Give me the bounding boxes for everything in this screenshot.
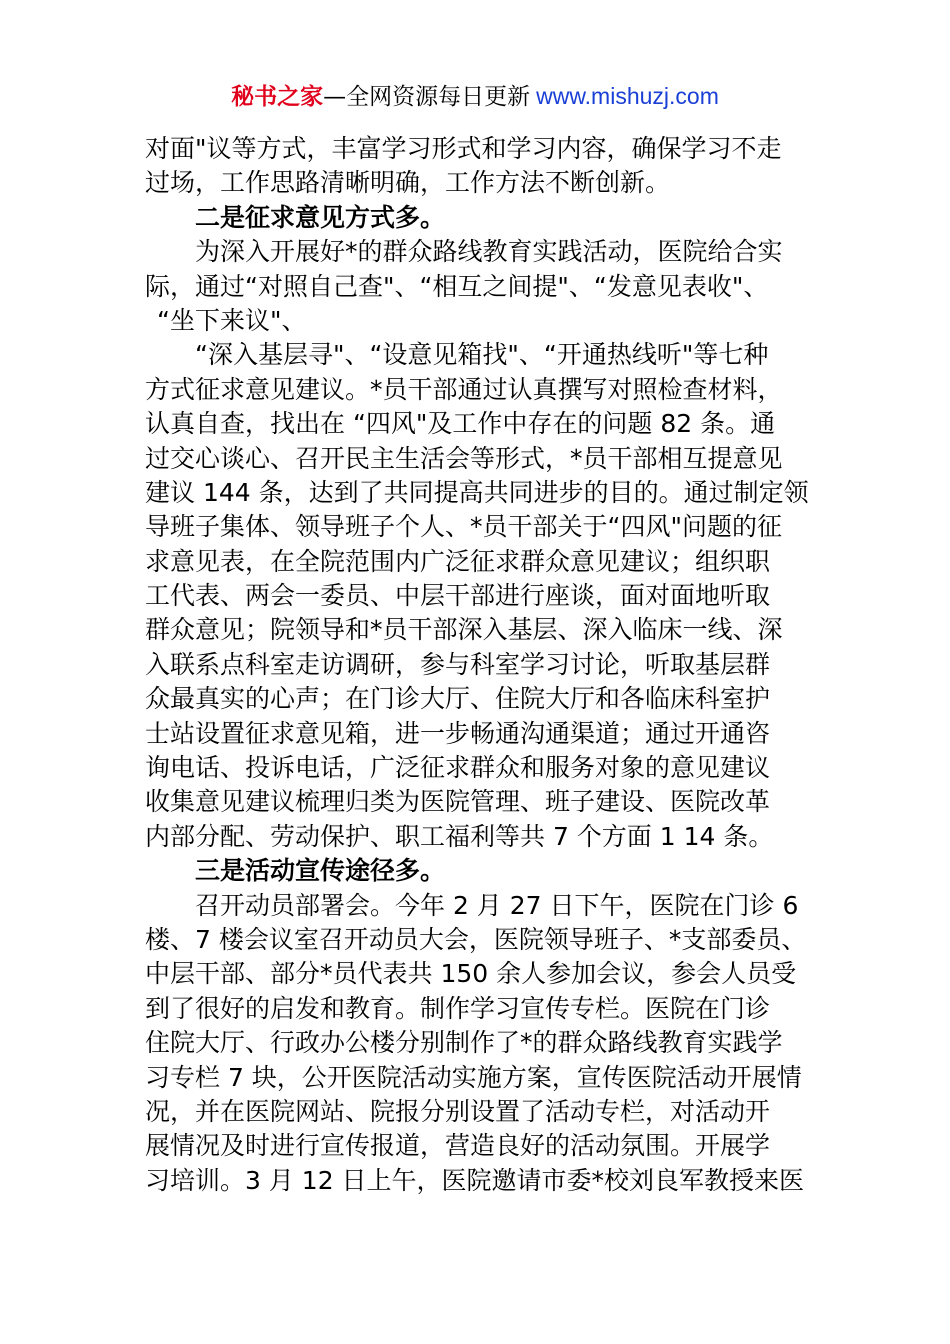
text-line: 楼、7 楼会议室召开动员大会，医院领导班子、*支部委员、: [145, 924, 807, 954]
text-line: 展情况及时进行宣传报道，营造良好的活动氛围。开展学: [145, 1131, 771, 1161]
header-tagline: —全网资源每日更新: [323, 84, 531, 110]
text-line: 为深入开展好*的群众路线教育实践活动，医院给合实: [195, 237, 783, 267]
text-line: 况，并在医院网站、院报分别设置了活动专栏，对活动开: [145, 1096, 771, 1126]
text-line: 收集意见建议梳理归类为医院管理、班子建设、医院改革: [145, 787, 771, 817]
site-header: [0, 80, 950, 113]
text-line: 际，通过“对照自己查"、“相互之间提"、“发意见表收"、: [145, 271, 769, 301]
text-line: 认真自查，找出在 “四风"及工作中存在的问题 82 条。通: [145, 409, 776, 439]
text-line: 方式征求意见建议。*员干部通过认真撰写对照检查材料，: [145, 374, 783, 404]
text-line: 召开动员部署会。今年 2 月 27 日下午，医院在门诊 6: [195, 890, 799, 920]
text-line: 群众意见；院领导和*员干部深入基层、深入临床一线、深: [145, 615, 783, 645]
text-line: “坐下来议"、: [157, 305, 307, 335]
text-line: 士站设置征求意见箱，进一步畅通沟通渠道；通过开通咨: [145, 718, 771, 748]
text-line: 过交心谈心、召开民主生活会等形式，*员干部相互提意见: [145, 443, 783, 473]
text-line: 求意见表，在全院范围内广泛征求群众意见建议；组织职: [145, 546, 771, 576]
section-heading: 二是征求意见方式多。: [195, 202, 446, 232]
brand-name: 秘书之家: [231, 84, 324, 110]
text-line: 导班子集体、领导班子个人、*员干部关于“四风"问题的征: [145, 512, 782, 542]
text-line: 建议 144 条，达到了共同提高共同进步的目的。通过制定领: [145, 477, 809, 507]
text-line: 住院大厅、行政办公楼分别制作了*的群众路线教育实践学: [145, 1028, 783, 1058]
text-line: “深入基层寻"、“设意见箱找"、“开通热线听"等七种: [195, 340, 769, 370]
text-line: 习专栏 7 块，公开医院活动实施方案，宣传医院活动开展情: [145, 1062, 802, 1092]
text-line: 过场，工作思路清晰明确，工作方法不断创新。: [145, 168, 671, 198]
text-line: 内部分配、劳动保护、职工福利等共 7 个方面 1 14 条。: [145, 821, 774, 851]
text-line: 询电话、投诉电话，广泛征求群众和服务对象的意见建议: [145, 753, 771, 783]
text-line: 工代表、两会一委员、中层干部进行座谈，面对面地听取: [145, 581, 771, 611]
text-line: 众最真实的心声；在门诊大厅、住院大厅和各临床科室护: [145, 684, 771, 714]
text-line: 入联系点科室走访调研，参与科室学习讨论，听取基层群: [145, 649, 771, 679]
site-url[interactable]: www.mishuzj.com: [536, 83, 719, 109]
section-heading: 三是活动宣传途径多。: [195, 856, 446, 886]
document-body: [145, 132, 810, 1198]
text-line: 到了很好的启发和教育。制作学习宣传专栏。医院在门诊: [145, 993, 771, 1023]
text-line: 对面"议等方式，丰富学习形式和学习内容，确保学习不走: [145, 134, 782, 163]
text-line: 中层干部、部分*员代表共 150 余人参加会议，参会人员受: [145, 959, 797, 989]
text-line: 习培训。3 月 12 日上午，医院邀请市委*校刘良军教授来医: [145, 1165, 805, 1195]
